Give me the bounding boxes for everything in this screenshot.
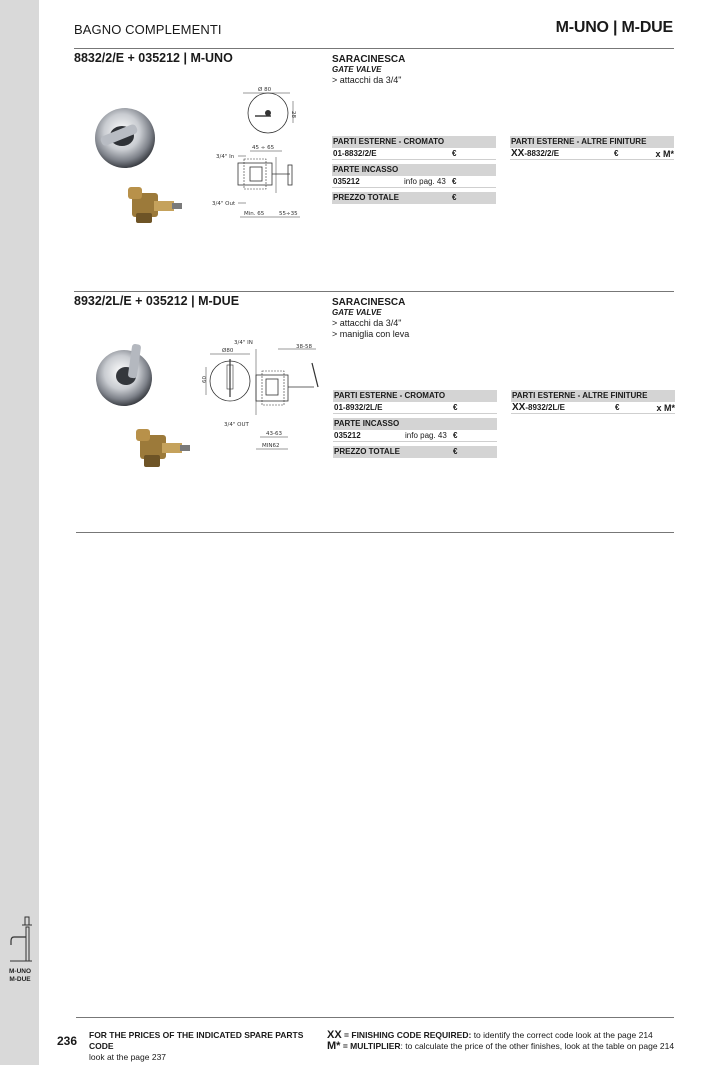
- embedded-code: 035212: [334, 431, 361, 440]
- finishes-price: €: [615, 403, 620, 412]
- price-header-finishes: PARTI ESTERNE - ALTRE FINITURE: [510, 136, 674, 148]
- embedded-price: €: [453, 431, 458, 440]
- dim-min: MIN62: [262, 443, 280, 449]
- price-table-chrome: [333, 390, 497, 458]
- dim-depth: 28: [290, 111, 296, 118]
- dim-height: 60: [202, 376, 208, 383]
- dim-outlet: 3/4" Out: [212, 201, 236, 207]
- footer-legend: XX = FINISHING CODE REQUIRED: to identify the correct code look at the page 214 M* = MULTIPLIER: to calculate the price of the other finishes, look at the table on page 214: [327, 1029, 675, 1052]
- price-row-embedded: [333, 430, 497, 442]
- product-title: 8932/2L/E + 035212 | M-DUE: [74, 294, 240, 308]
- price-header-chrome: PARTI ESTERNE - CROMATO: [332, 136, 496, 148]
- finish-code-prefix: XX: [512, 402, 526, 413]
- price-header-embedded: PARTE INCASSO: [333, 418, 497, 430]
- product-photo-embedded-body: [126, 183, 184, 225]
- finishes-multiplier: x M*: [656, 403, 675, 413]
- footer-divider: [76, 1017, 674, 1018]
- dim-range: 38-58: [296, 344, 312, 350]
- product-description: [332, 297, 532, 340]
- chrome-code: 01-8832/2/E: [333, 149, 377, 158]
- price-row-chrome: [333, 402, 497, 414]
- embedded-info: info pag. 43: [405, 431, 447, 440]
- product-photo-valve-handle: [92, 102, 157, 174]
- collection-title: M-UNO | M-DUE: [555, 19, 673, 36]
- technical-drawing-m-uno: [210, 85, 310, 223]
- price-row-finishes: [511, 402, 675, 414]
- product-photo-embedded-body: [134, 425, 192, 469]
- header-divider: [74, 48, 674, 49]
- dim-outlet: 3/4" OUT: [224, 422, 249, 428]
- page-number: 236: [57, 1034, 78, 1048]
- footer-spare-parts-note: FOR THE PRICES OF THE INDICATED SPARE PARTS CODE look at the page 237: [89, 1030, 304, 1062]
- product-name: SARACINESCA: [332, 297, 406, 308]
- price-row-finishes: [510, 148, 674, 160]
- finish-code: -8832/2/E: [524, 149, 560, 158]
- price-table-finishes: [511, 390, 675, 414]
- finish-code: -8932/2L/E: [525, 403, 565, 412]
- price-header-finishes: PARTI ESTERNE - ALTRE FINITURE: [511, 390, 675, 402]
- faucet-icon: [8, 915, 34, 963]
- dim-range: 45 ÷ 65: [252, 145, 275, 151]
- product-name: SARACINESCA: [332, 54, 406, 65]
- dim-inlet: 3/4" IN: [234, 340, 253, 346]
- feature-item: > attacchi da 3/4": [332, 318, 402, 328]
- dim-diameter: Ø 80: [258, 87, 272, 93]
- embedded-info: info pag. 43: [404, 177, 446, 186]
- total-price: €: [452, 193, 457, 202]
- sidebar: [0, 0, 39, 1065]
- embedded-price: €: [452, 177, 457, 186]
- section-divider: [76, 532, 674, 533]
- embedded-code: 035212: [333, 177, 360, 186]
- product-photo-valve-lever: [94, 338, 156, 410]
- dim-min: Min. 65: [244, 211, 265, 217]
- chrome-price: €: [453, 403, 458, 412]
- dim-diameter: Ø80: [222, 348, 234, 354]
- price-header-chrome: PARTI ESTERNE - CROMATO: [333, 390, 497, 402]
- price-row-chrome: [332, 148, 496, 160]
- price-row-total: PREZZO TOTALE €: [333, 446, 497, 458]
- finishes-price: €: [614, 149, 619, 158]
- product-description: [332, 54, 532, 86]
- finishes-multiplier: x M*: [655, 149, 674, 159]
- dim-adjust: 43-63: [266, 431, 282, 437]
- feature-item: > attacchi da 3/4": [332, 75, 402, 85]
- feature-item: > maniglia con leva: [332, 329, 410, 339]
- legend-multiplier: M*: [327, 1040, 341, 1052]
- sidebar-label: M-UNO M-DUE: [8, 968, 32, 983]
- chrome-price: €: [452, 149, 457, 158]
- price-table-chrome: [332, 136, 496, 204]
- chrome-code: 01-8932/2L/E: [334, 403, 383, 412]
- price-row-embedded: [332, 176, 496, 188]
- product-name-en: GATE VALVE: [332, 308, 382, 317]
- technical-drawing-m-due: [196, 337, 320, 457]
- product-name-en: GATE VALVE: [332, 65, 382, 74]
- category-title: BAGNO COMPLEMENTI: [74, 22, 222, 37]
- dim-inlet: 3/4" In: [216, 154, 235, 160]
- product-title: 8832/2/E + 035212 | M-UNO: [74, 51, 233, 65]
- section-divider: [74, 291, 674, 292]
- price-header-embedded: PARTE INCASSO: [332, 164, 496, 176]
- price-row-total: PREZZO TOTALE €: [332, 192, 496, 204]
- legend-xx: XX: [327, 1029, 342, 1041]
- price-table-finishes: [510, 136, 674, 160]
- dim-adjust: 55÷35: [279, 211, 298, 217]
- total-price: €: [453, 447, 458, 456]
- finish-code-prefix: XX: [511, 148, 525, 159]
